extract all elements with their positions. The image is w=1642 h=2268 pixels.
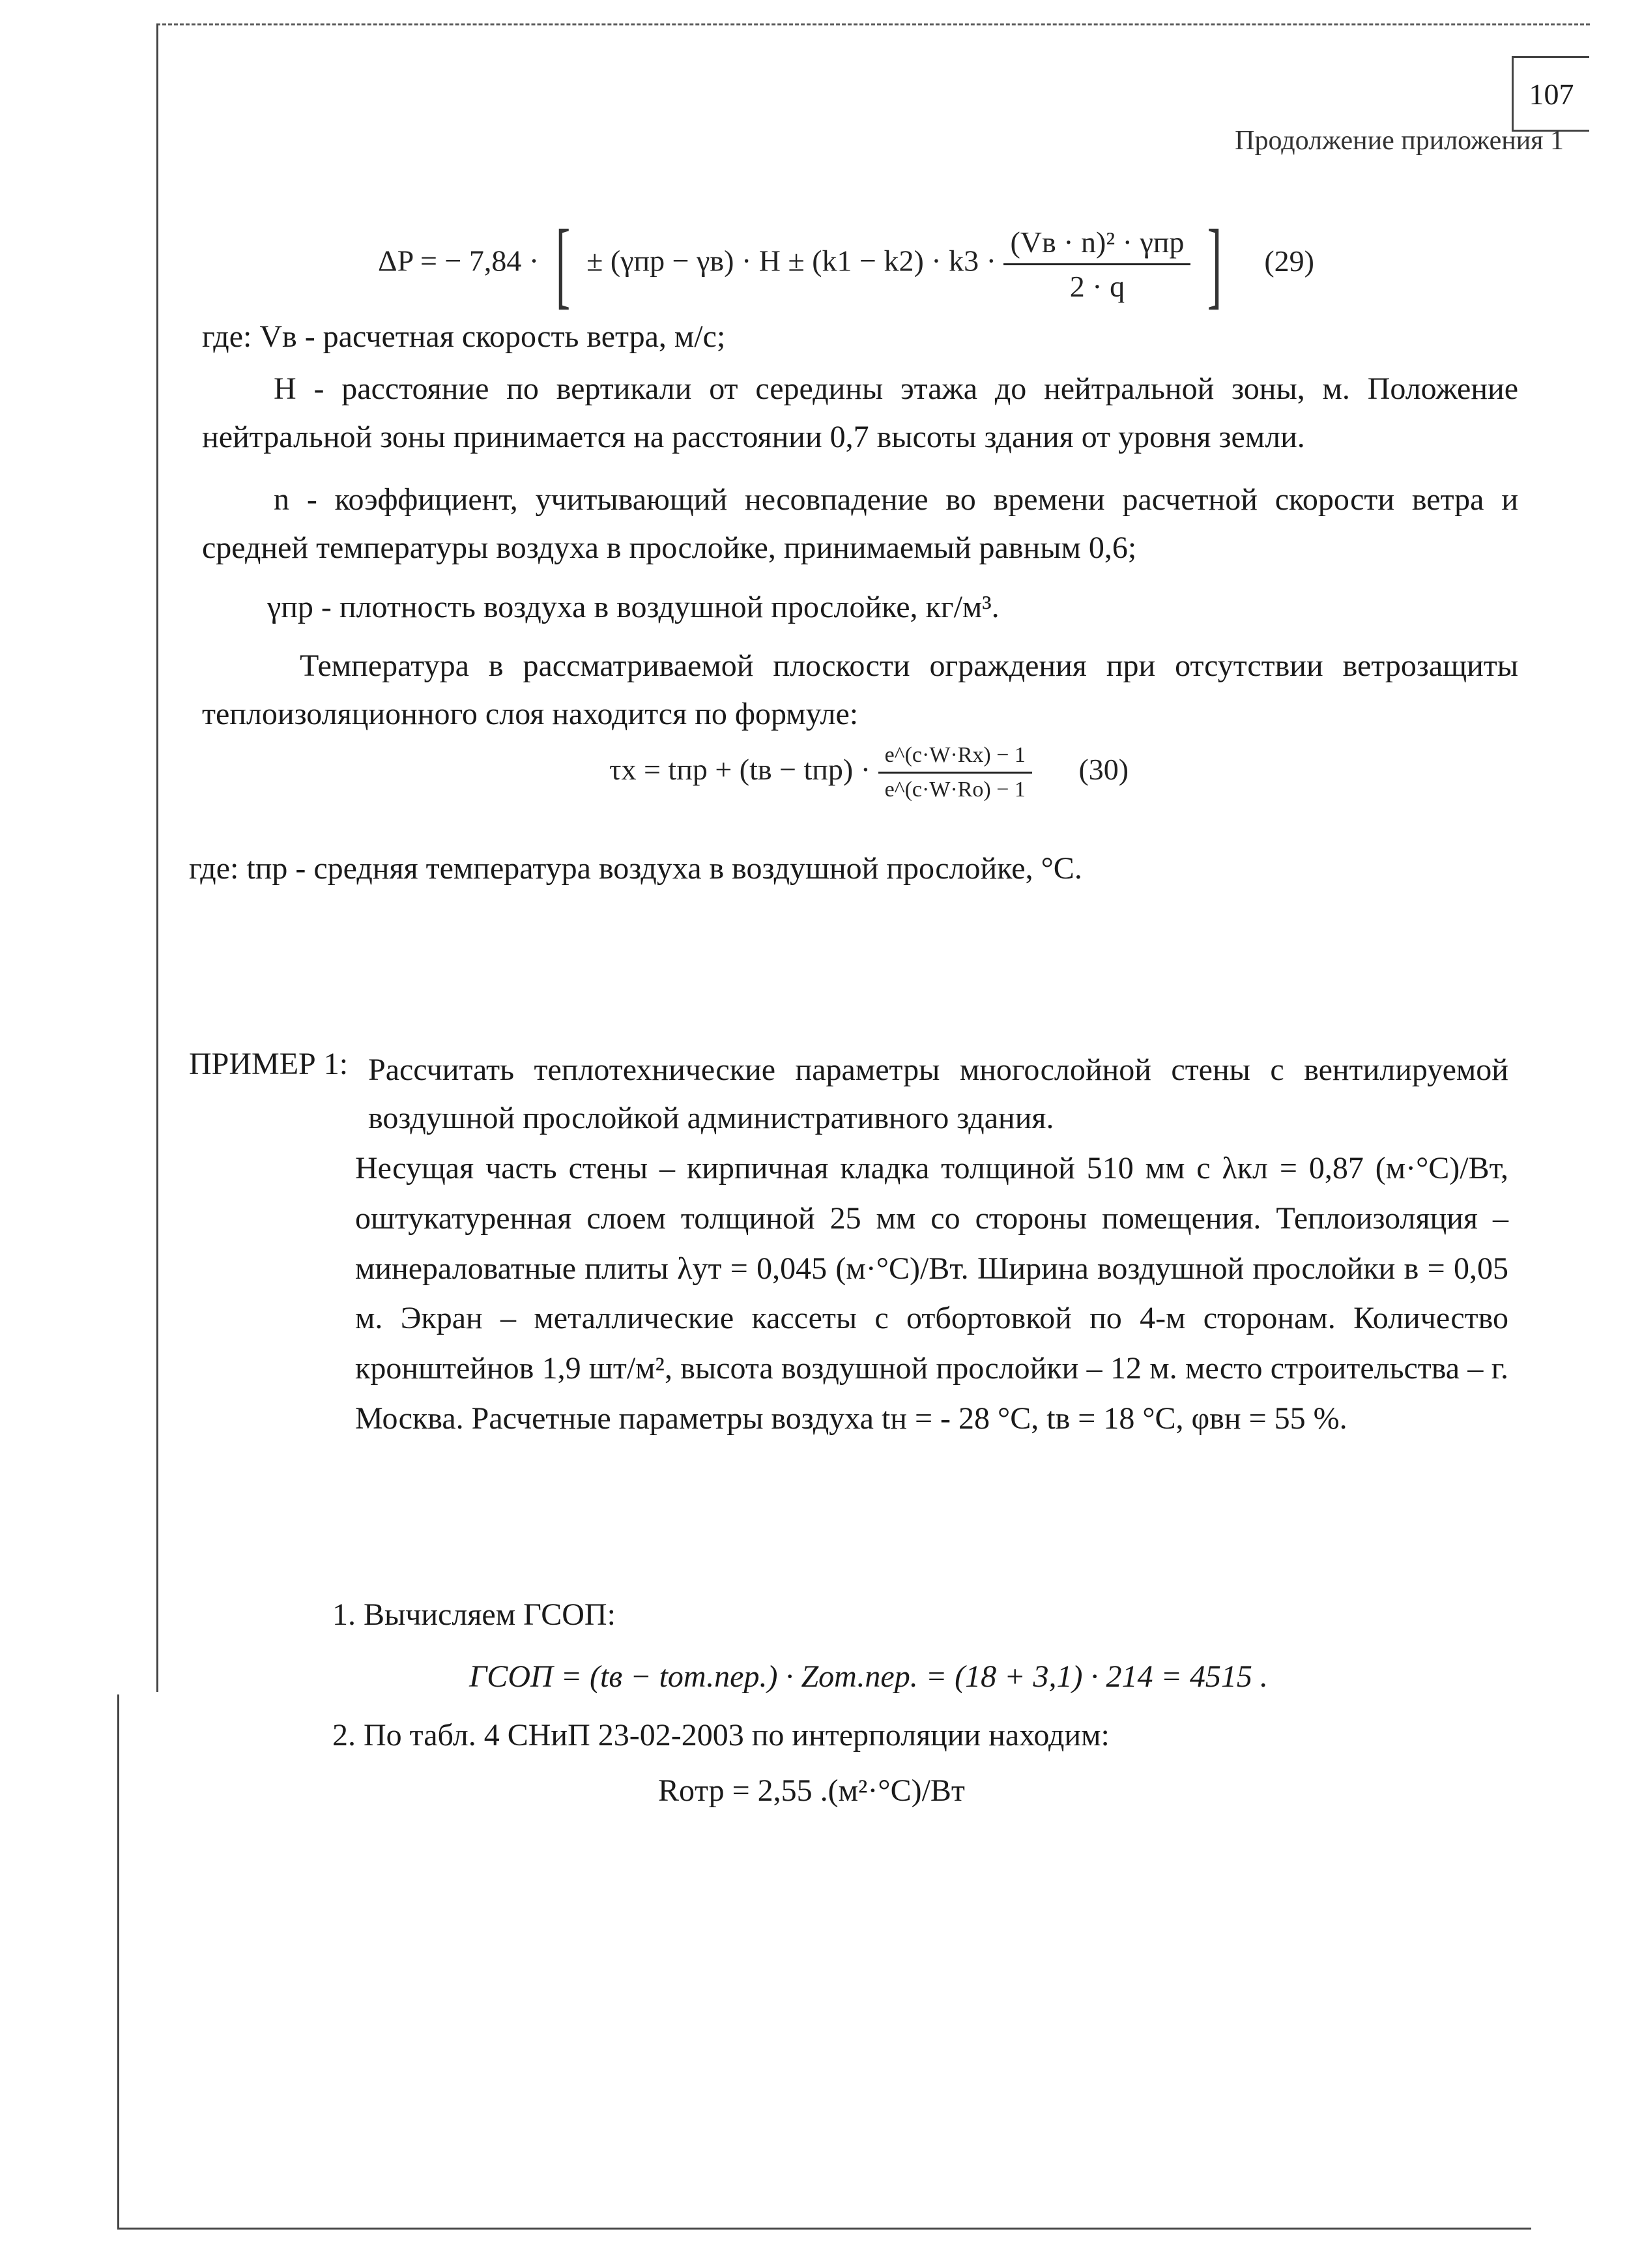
- formula-29-body: ± (γпр − γв) · H ± (k1 − k2) · k3 ·: [586, 244, 996, 278]
- paragraph-temperature: Температура в рассматриваемой плоскости ограждения при отсутствии ветрозащиты теплоизоляционного слоя находится по формуле:: [202, 648, 1518, 732]
- example-task: Рассчитать теплотехнические параметры многослойной стены с вентилируемой воздушной прослойкой административного здания.: [368, 1053, 1508, 1136]
- formula-30-lhs: τx = tпр + (tв − tпр) ·: [609, 753, 871, 787]
- page-frame-left: [156, 23, 158, 1692]
- formula-29-numerator: (Vв · n)² · γпр: [1003, 225, 1190, 265]
- bracket-close: ]: [1207, 210, 1222, 318]
- step-1-formula: ГСОП = (tв − tот.пер.) · Zот.пер. = (18 + 3,1) · 214 = 4515 .: [469, 1659, 1268, 1694]
- page-frame-bottom: [117, 2228, 1531, 2230]
- where-gamma: γпр - плотность воздуха в воздушной прослойке, кг/м³.: [267, 590, 1000, 624]
- formula-29-lhs: ΔP = − 7,84 ·: [378, 244, 540, 278]
- step-2-formula: Roтр = 2,55 .(м²·°С)/Вт: [658, 1773, 965, 1808]
- formula-30-denominator: e^(c·W·Ro) − 1: [884, 778, 1026, 802]
- where-h: H - расстояние по вертикали от середины этажа до нейтральной зоны, м. Положение нейтральной зоны принимается на расстоянии 0,7 высоты здания от уровня земли.: [202, 371, 1518, 455]
- example-label: ПРИМЕР 1:: [189, 1047, 349, 1081]
- page-frame-left-lower: [117, 1694, 119, 2229]
- formula-30-number: (30): [1078, 753, 1129, 787]
- bracket-open: [: [555, 210, 570, 318]
- formula-30-fraction: [878, 743, 1032, 802]
- formula-29-number: (29): [1264, 244, 1314, 278]
- formula-29-denominator: 2 · q: [1069, 269, 1125, 303]
- running-header: Продолжение приложения 1: [1235, 126, 1564, 156]
- page-frame-top: [156, 23, 1590, 25]
- page-number: 107: [1512, 56, 1589, 132]
- where-n: n - коэффициент, учитывающий несовпадение во времени расчетной скорости ветра и средней температуры воздуха в прослойке, принимаемый равным 0,6;: [202, 482, 1518, 566]
- where-tpr: где: tпр - средняя температура воздуха в воздушной прослойке, °С.: [189, 851, 1082, 886]
- formula-30: [609, 743, 1129, 802]
- formula-29-fraction: [1003, 225, 1190, 304]
- formula-30-numerator: e^(c·W·Rx) − 1: [878, 743, 1032, 774]
- formula-29: [378, 210, 1314, 318]
- step-2-title: 2. По табл. 4 СНиП 23-02-2003 по интерполяции находим:: [332, 1718, 1110, 1752]
- example-data: Несущая часть стены – кирпичная кладка толщиной 510 мм с λкл = 0,87 (м·°С)/Вт, оштукатуренная слоем толщиной 25 мм со стороны помещения. Теплоизоляция – минераловатные плиты λут = 0,045 (м·°С)/Вт. Ширина воздушной прослойки в = 0,05 м. Экран – металлические кассеты с отбортовкой по 4-м сторонам. Количество кронштейнов 1,9 шт/м², высота воздушной прослойки – 12 м. место строительства – г. Москва. Расчетные параметры воздуха tн = - 28 °С, tв = 18 °С, φвн = 55 %.: [355, 1151, 1508, 1436]
- step-1-title: 1. Вычисляем ГСОП:: [332, 1597, 616, 1632]
- where-vv: где: Vв - расчетная скорость ветра, м/с;: [202, 319, 726, 354]
